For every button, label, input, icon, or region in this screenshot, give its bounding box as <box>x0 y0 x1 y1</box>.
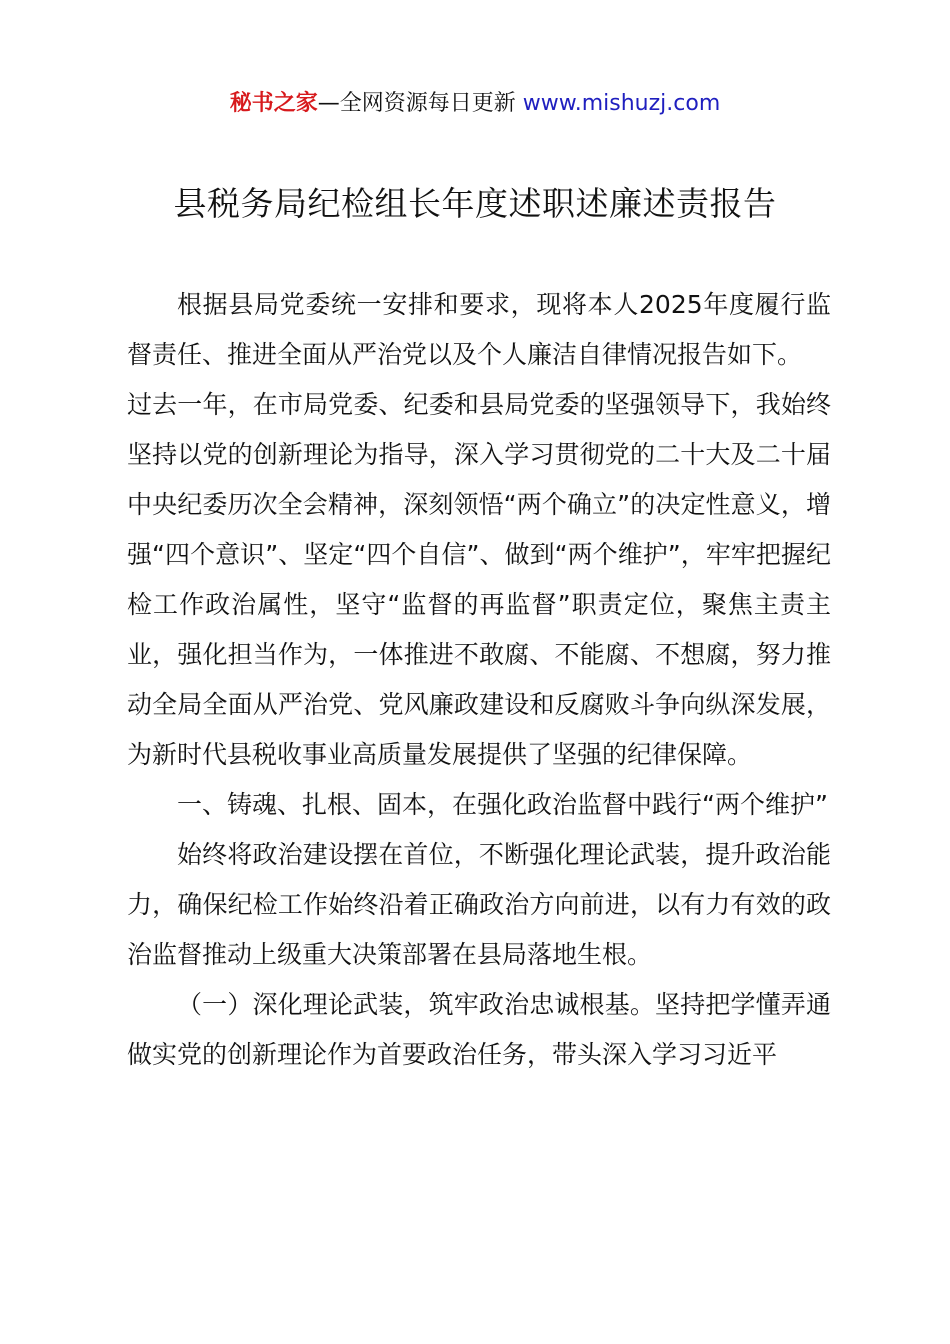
paragraph-subsection-1: （一）深化理论武装，筑牢政治忠诚根基。坚持把学懂弄通做实党的创新理论作为首要政治任务，带头深入学习习近平 <box>127 990 831 1069</box>
document-body <box>127 280 831 1080</box>
paragraph-summary: 过去一年，在市局党委、纪委和县局党委的坚强领导下，我始终坚持以党的创新理论为指导，深入学习贯彻党的二十大及二十届中央纪委历次全会精神，深刻领悟“两个确立”的决定性意义，增强“四个意识”、坚定“四个自信”、做到“两个维护”，牢牢把握纪检工作政治属性，坚守“监督的再监督”职责定位，聚焦主责主业，强化担当作为，一体推进不敢腐、不能腐、不想腐，努力推动全局全面从严治党、党风廉政建设和反腐败斗争向纵深发展，为新时代县税收事业高质量发展提供了坚强的纪律保障。 <box>127 390 831 769</box>
site-brand: 秘书之家 <box>229 91 318 116</box>
section-heading-1: 一、铸魂、扎根、固本，在强化政治监督中践行“两个维护” <box>177 790 828 819</box>
document-title: 县税务局纪检组长年度述职述廉述责报告 <box>173 184 777 223</box>
site-header <box>0 88 950 120</box>
paragraph-intro: 根据县局党委统一安排和要求，现将本人2025年度履行监督责任、推进全面从严治党以及个人廉洁自律情况报告如下。 <box>127 290 831 369</box>
site-url-link[interactable]: www.mishuzj.com <box>522 91 721 116</box>
site-slogan: —全网资源每日更新 <box>317 91 523 116</box>
paragraph-section-1: 始终将政治建设摆在首位，不断强化理论武装，提升政治能力，确保纪检工作始终沿着正确政治方向前进，以有力有效的政治监督推动上级重大决策部署在县局落地生根。 <box>127 840 831 969</box>
